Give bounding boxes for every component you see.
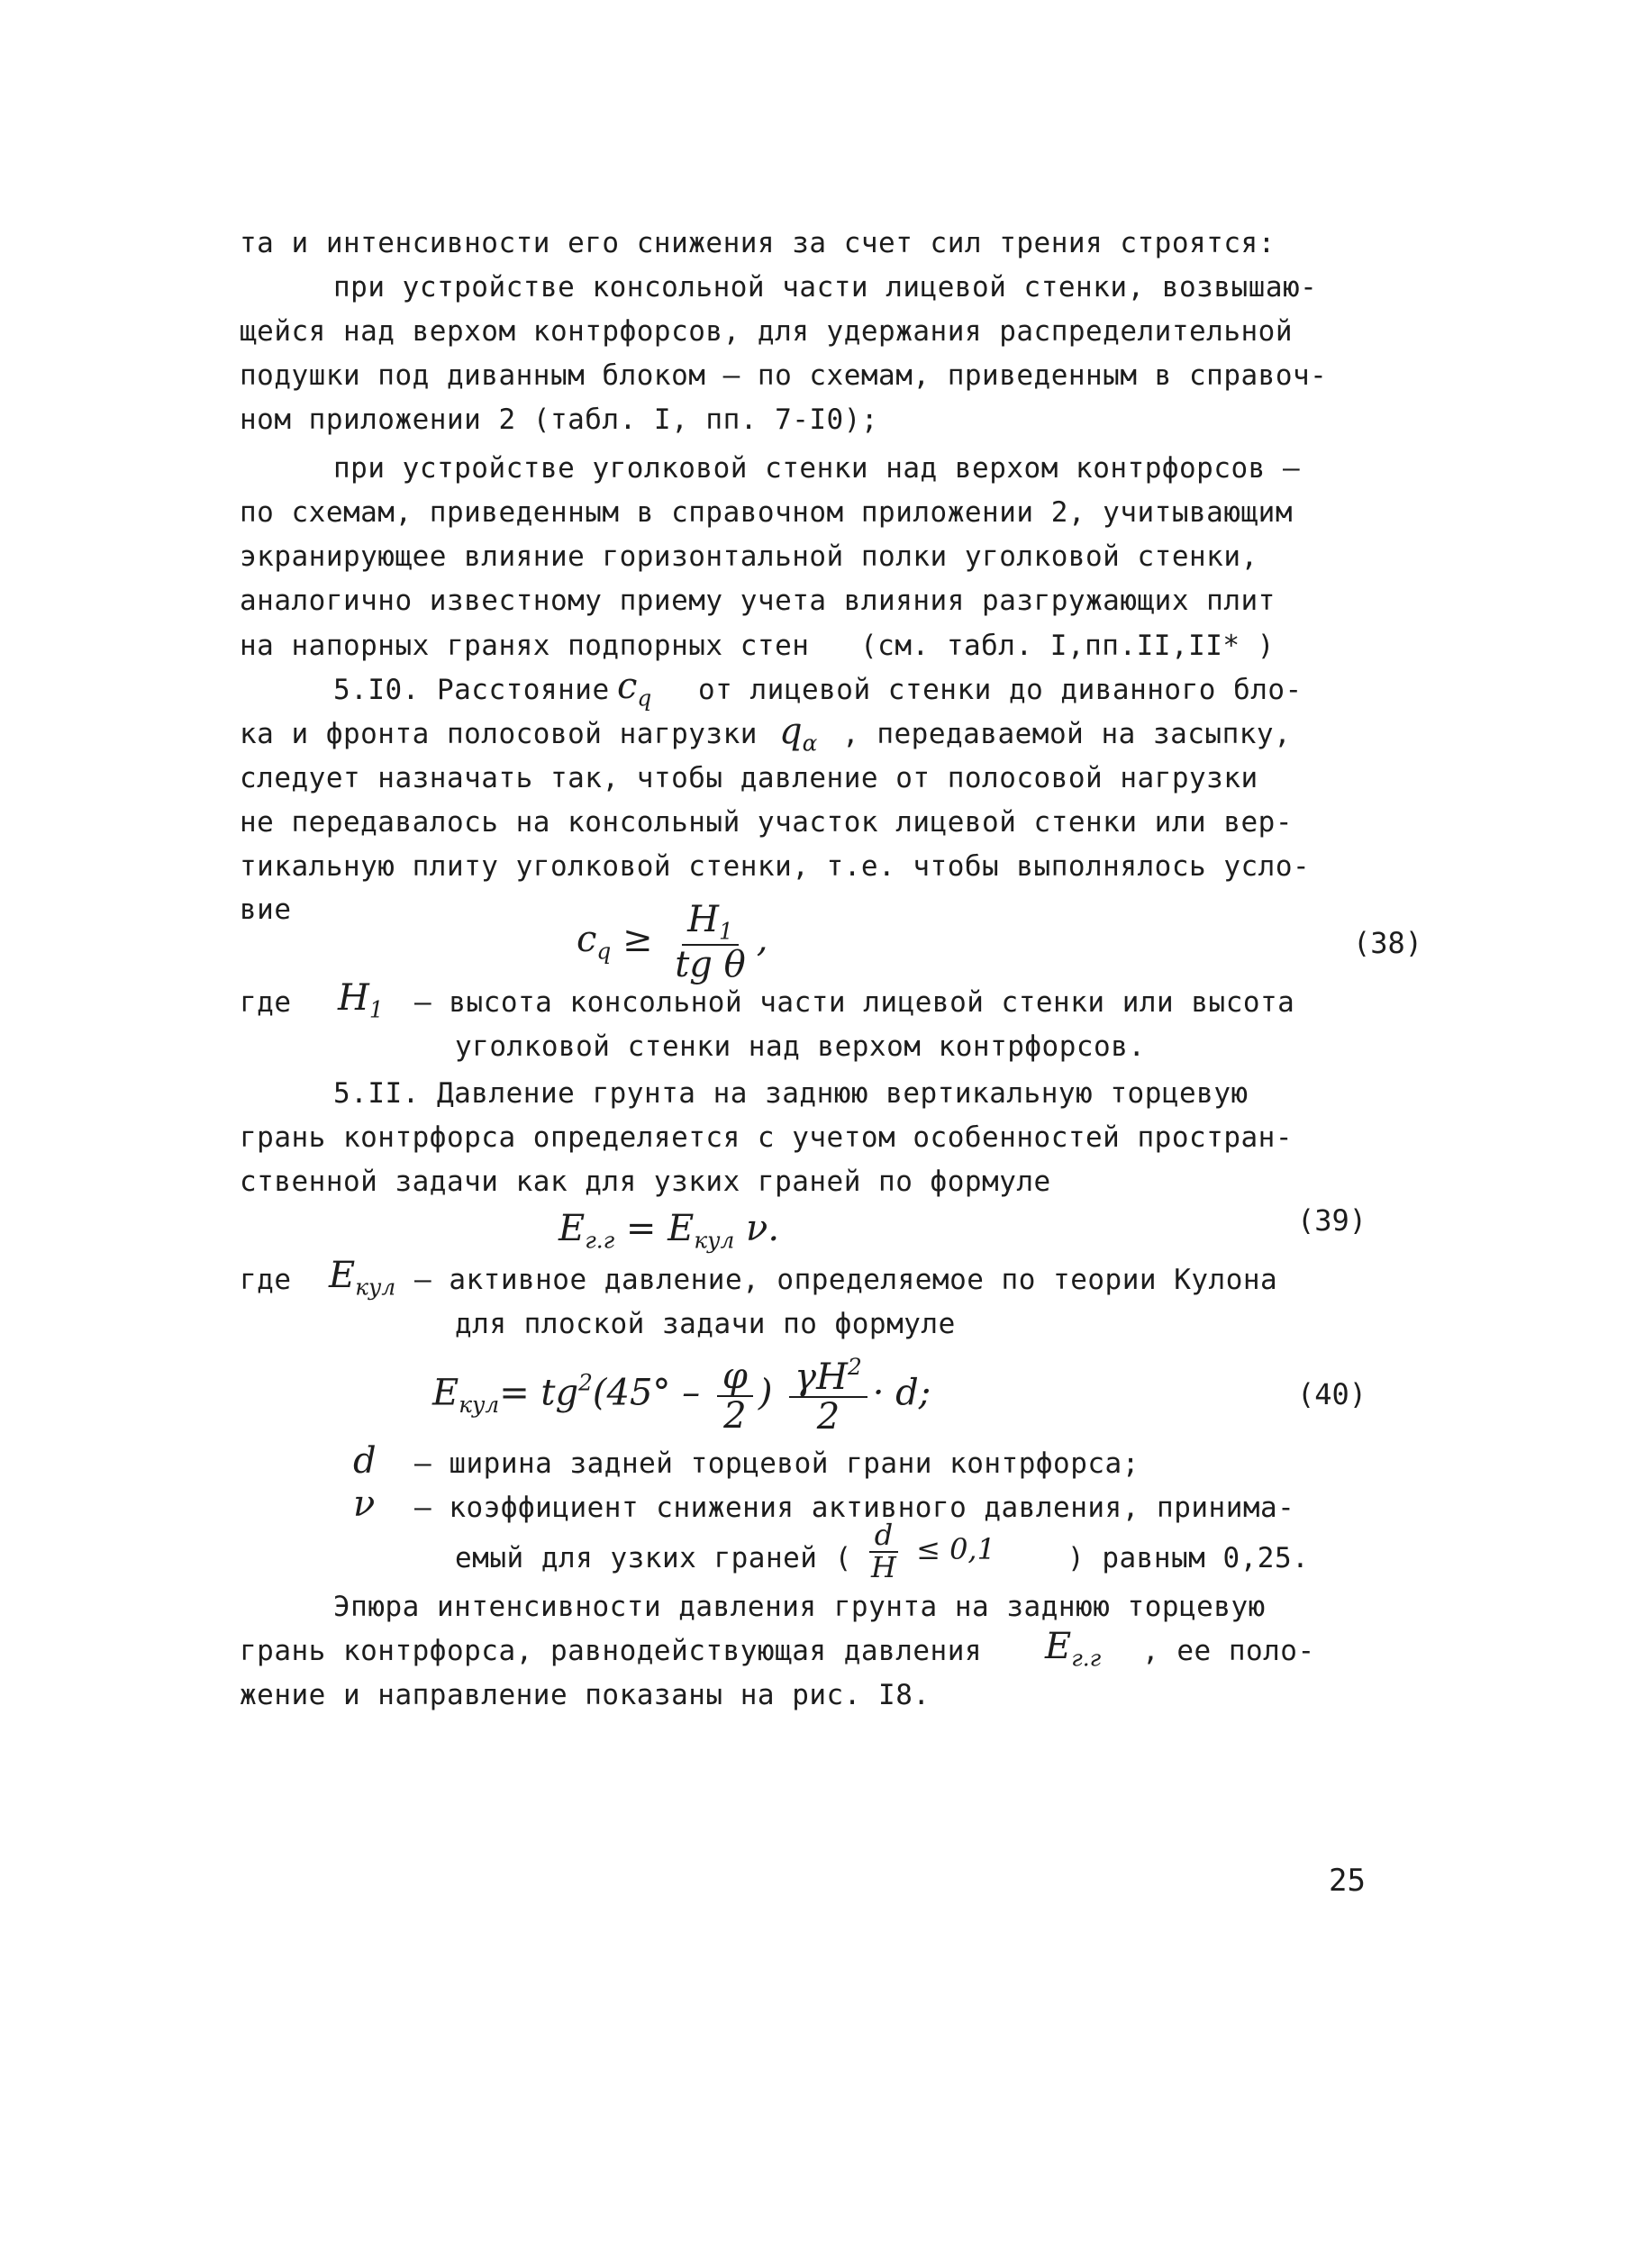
text-line: – коэффициент снижения активного давления, принима- xyxy=(414,1492,1295,1524)
text-line: – высота консольной части лицевой стенки или высота xyxy=(414,986,1295,1019)
symbol-nu: ν xyxy=(353,1483,376,1525)
text-line: тикальную плиту уголковой стенки, т.е. чтобы выполнялось усло- xyxy=(240,850,1311,883)
text-line: (см. табл. I,пп.II,II* ) xyxy=(860,630,1275,662)
text-line: грань контрфорса, равнодействующая давления xyxy=(240,1635,983,1667)
text-line: ственной задачи как для узких граней по формуле xyxy=(240,1166,1051,1198)
text-line: уголковой стенки над верхом контрфорсов. xyxy=(455,1030,1146,1063)
equation-number-39: (39) xyxy=(1297,1203,1367,1238)
text-line: подушки под диванным блоком – по схемам, приведенным в справоч- xyxy=(240,359,1328,392)
text-line: на напорных гранях подпорных стен xyxy=(240,630,810,662)
text-line: – ширина задней торцевой грани контрфорса; xyxy=(414,1447,1140,1480)
text-line: для плоской задачи по формуле xyxy=(455,1308,956,1340)
text-line: где xyxy=(240,986,292,1019)
equation-38: $c_q$ ≥ $\frac{H_1}{\text{tg θ}}$ , xyxy=(577,899,768,985)
text-line: при устройстве консольной части лицевой стенки, возвышаю- xyxy=(333,271,1318,304)
text-line: следует назначать так, чтобы давление от полосовой нагрузки xyxy=(240,762,1258,794)
text-line: вие xyxy=(240,894,292,926)
text-line: , передаваемой на засыпку, xyxy=(842,718,1292,750)
page-number: 25 xyxy=(1329,1863,1366,1899)
equation-39: $E_{г.г} = E_{кул}$ ν. xyxy=(559,1208,780,1254)
symbol-d: d xyxy=(353,1440,377,1482)
text-line: грань контрфорса определяется с учетом особенностей простран- xyxy=(240,1121,1293,1154)
condition-d-over-h: $\frac{d}{H}$ ≤ 0,1 xyxy=(860,1520,995,1583)
section-5-10-lead: 5.I0. Расстояние xyxy=(333,674,610,706)
equation-40: $E_{кул}= tg^2(45^\circ$ – $\frac{\varphi}{2}$ ) $\frac{\gamma H^2}{2}$ · d; xyxy=(432,1354,931,1438)
text-line: щейся над верхом контрфорсов, для удержания распределительной xyxy=(240,315,1293,348)
equation-number-38: (38) xyxy=(1353,926,1423,960)
text-line: аналогично известному приему учета влияния разгружающих плит xyxy=(240,585,1276,617)
text-line: где xyxy=(240,1264,292,1296)
symbol-e-kul: $E_{кул}$ xyxy=(329,1255,396,1301)
text-line: по схемам, приведенным в справочном приложении 2, учитывающим xyxy=(240,496,1293,529)
text-line: от лицевой стенки до диванного бло- xyxy=(698,674,1303,706)
text-line: , ее поло- xyxy=(1142,1635,1315,1667)
symbol-q-alpha: $q_\alpha$ xyxy=(779,711,818,757)
text-line: ка и фронта полосовой нагрузки xyxy=(240,718,758,750)
text-line: ном приложении 2 (табл. I, пп. 7-I0); xyxy=(240,404,879,436)
text-line: экранирующее влияние горизонтальной полки уголковой стенки, xyxy=(240,540,1258,573)
text-line: емый для узких граней ( xyxy=(455,1542,852,1574)
text-line: Эпюра интенсивности давления грунта на заднюю торцевую xyxy=(333,1591,1266,1623)
text-line: ) равным 0,25. xyxy=(1067,1542,1310,1574)
symbol-h1: $H_1$ xyxy=(338,977,384,1023)
section-5-11-lead: 5.II. Давление грунта на заднюю вертикальную торцевую xyxy=(333,1077,1249,1110)
text-line: та и интенсивности его снижения за счет сил трения строятся: xyxy=(240,227,1276,259)
text-line: не передавалось на консольный участок лицевой стенки или вер- xyxy=(240,806,1293,839)
text-line: при устройстве уголковой стенки над верхом контрфорсов – xyxy=(333,452,1301,485)
symbol-c-q: $c_q$ xyxy=(617,666,652,712)
text-line: жение и направление показаны на рис. I8. xyxy=(240,1679,931,1711)
equation-number-40: (40) xyxy=(1297,1377,1367,1411)
symbol-e-gr: $E_{г.г}$ xyxy=(1045,1626,1102,1672)
text-line: – активное давление, определяемое по теории Кулона xyxy=(414,1264,1278,1296)
